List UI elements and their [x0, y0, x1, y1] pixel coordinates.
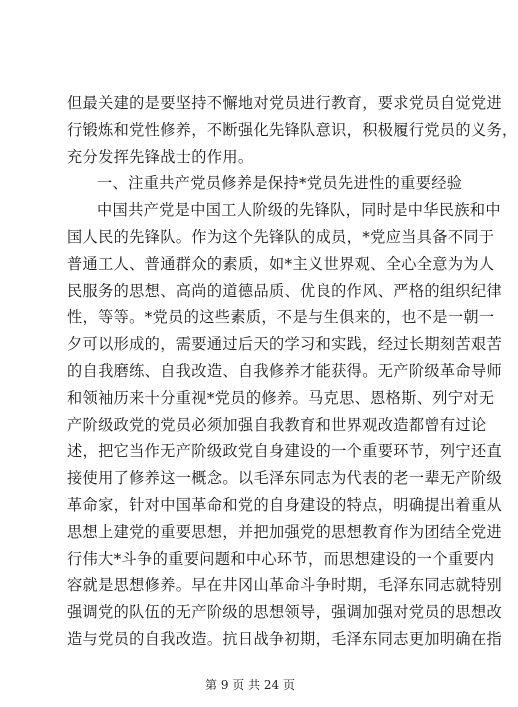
section-heading: 一、注重共产党员修养是保持*党员先进性的重要经验 [97, 174, 463, 193]
text-line: 强调党的队伍的无产阶级的思想领导，强调加强对党员的思想改 [67, 603, 503, 622]
page-number: 第 9 页 共 24 页 [205, 678, 295, 692]
text-line: 述，把它当作无产阶级政党自身建设的一个重要环节，列宁还直 [67, 442, 503, 461]
body-text [67, 90, 518, 653]
text-line: 国人民的先锋队。作为这个先锋队的成员，*党应当具备不同于 [67, 227, 495, 246]
text-line: 产阶级政党的党员必须加强自我教育和世界观改造都曾有过论 [67, 415, 487, 434]
text-line: 性，等等。*党员的这些素质，不是与生俱来的，也不是一朝一 [67, 308, 495, 327]
text-line: 行锻炼和党性修养，不断强化先锋队意识，积极履行党员的义务， [67, 120, 518, 139]
text-line: 的自我磨练、自我改造、自我修养才能获得。无产阶级革命导师 [67, 361, 503, 380]
text-line: 思想上建党的重要思想，并把加强党的思想教育作为团结全党进 [67, 522, 503, 541]
text-line: 夕可以形成的，需要通过后天的学习和实践，经过长期刻苦艰苦 [67, 335, 503, 354]
text-line: 行伟大*斗争的重要问题和中心环节，而思想建设的一个重要内 [67, 549, 495, 568]
text-line: 造与党员的自我改造。抗日战争初期，毛泽东同志更加明确在指 [67, 629, 503, 648]
text-line: 中国共产党是中国工人阶级的先锋队，同时是中华民族和中 [97, 201, 501, 220]
text-line: 革命家，针对中国革命和党的自身建设的特点，明确提出着重从 [67, 495, 503, 514]
text-line: 普通工人、普通群众的素质，如*主义世界观、全心全意为为人 [67, 254, 495, 273]
text-line: 民服务的思想、高尚的道德品质、优良的作风、严格的组织纪律 [67, 281, 503, 300]
text-line: 但最关建的是要坚持不懈地对党员进行教育，要求党员自觉党进 [67, 94, 503, 112]
text-line: 充分发挥先锋战士的作用。 [67, 147, 254, 166]
page-footer [0, 676, 500, 693]
text-line: 容就是思想修养。早在井冈山革命斗争时期，毛泽东同志就特别 [67, 576, 503, 595]
text-line: 和领袖历来十分重视*党员的修养。马克思、恩格斯、列宁对无 [67, 388, 495, 407]
text-line: 接使用了修养这一概念。以毛泽东同志为代表的老一辈无产阶级 [67, 469, 503, 488]
